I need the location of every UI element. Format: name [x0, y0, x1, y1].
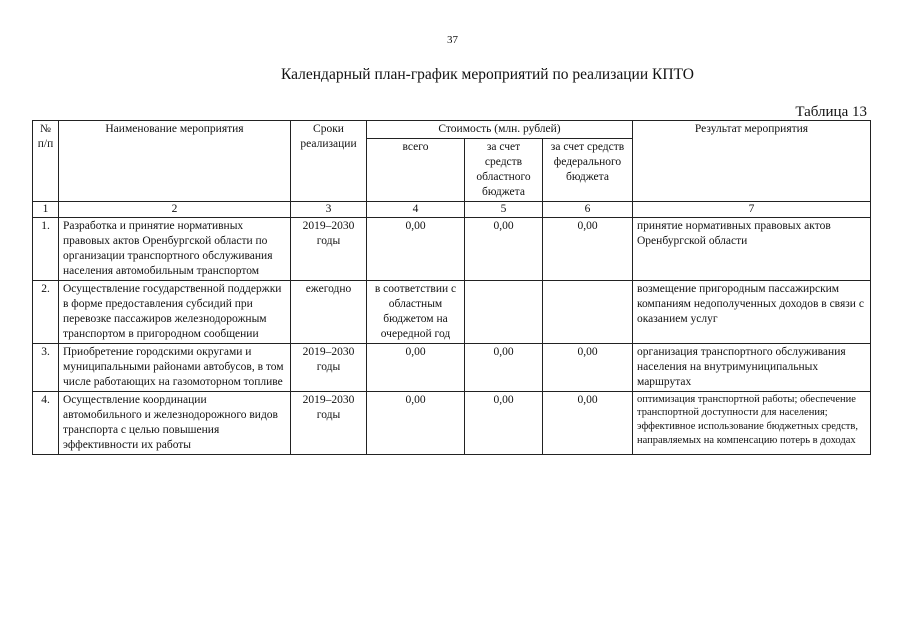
row-name: Осуществление государственной поддержки в форме предоставления субсидий при перевозке пассажиров железнодорожным транспортом в пригородном сообщении [59, 281, 291, 344]
row-total: в соответствии с областным бюджетом на очередной год [367, 281, 465, 344]
row-name: Приобретение городскими округами и муниципальными районами автобусов, в том числе работающих на газомоторном топливе [59, 343, 291, 391]
column-number-row [33, 201, 871, 218]
column-number: 1 [33, 201, 59, 218]
table-row [33, 343, 871, 391]
row-num: 4. [33, 391, 59, 454]
row-num: 2. [33, 281, 59, 344]
table-row [33, 391, 871, 454]
column-number: 6 [543, 201, 633, 218]
column-number: 5 [465, 201, 543, 218]
page-title: Календарный план-график мероприятий по реализации КПТО [281, 66, 694, 83]
row-total: 0,00 [367, 343, 465, 391]
row-period: 2019–2030 годы [291, 343, 367, 391]
table-label: Таблица 13 [795, 104, 867, 120]
header-federal: за счет средств федерального бюджета [543, 138, 633, 201]
row-total: 0,00 [367, 391, 465, 454]
table-row [33, 281, 871, 344]
header-row-1 [33, 121, 871, 139]
row-regional: 0,00 [465, 218, 543, 281]
row-name: Осуществление координации автомобильного и железнодорожного видов транспорта с целью повышения эффективности их работы [59, 391, 291, 454]
row-regional: 0,00 [465, 391, 543, 454]
row-total: 0,00 [367, 218, 465, 281]
header-regional: за счет средств областного бюджета [465, 138, 543, 201]
row-regional [465, 281, 543, 344]
header-name: Наименование мероприятия [59, 121, 291, 202]
row-period: 2019–2030 годы [291, 391, 367, 454]
row-federal: 0,00 [543, 218, 633, 281]
header-cost: Стоимость (млн. рублей) [367, 121, 633, 139]
header-period: Сроки реализации [291, 121, 367, 202]
table-row [33, 218, 871, 281]
row-num: 3. [33, 343, 59, 391]
row-result: оптимизация транспортной работы; обеспечение транспортной доступности для населения; эффективное использование бюджетных средств, направляемых на компенсацию потерь в доходах [633, 391, 871, 454]
column-number: 7 [633, 201, 871, 218]
row-regional: 0,00 [465, 343, 543, 391]
page-number: 37 [447, 34, 458, 46]
row-num: 1. [33, 218, 59, 281]
row-federal: 0,00 [543, 343, 633, 391]
header-total: всего [367, 138, 465, 201]
schedule-table [32, 120, 871, 455]
row-period: ежегодно [291, 281, 367, 344]
row-federal: 0,00 [543, 391, 633, 454]
column-number: 4 [367, 201, 465, 218]
row-result: принятие нормативных правовых актов Оренбургской области [633, 218, 871, 281]
column-number: 2 [59, 201, 291, 218]
row-federal [543, 281, 633, 344]
row-result: организация транспортного обслуживания населения на внутримуниципальных маршрутах [633, 343, 871, 391]
header-result: Результат мероприятия [633, 121, 871, 202]
column-number: 3 [291, 201, 367, 218]
row-period: 2019–2030 годы [291, 218, 367, 281]
header-num: № п/п [33, 121, 59, 202]
row-name: Разработка и принятие нормативных правовых актов Оренбургской области по организации транспортного обслуживания населения автомобильным транспортом [59, 218, 291, 281]
row-result: возмещение пригородным пассажирским компаниям недополученных доходов в связи с оказанием услуг [633, 281, 871, 344]
